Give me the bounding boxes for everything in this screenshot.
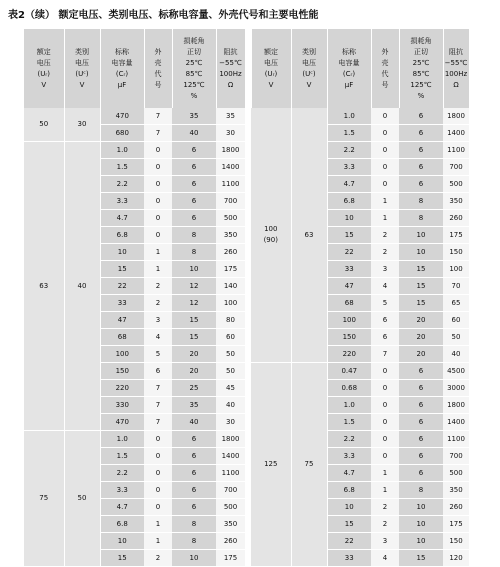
- capacitance-cell: 1.5: [100, 448, 144, 465]
- capacitance-cell: 100: [100, 346, 144, 363]
- column-gap: [245, 448, 251, 465]
- capacitance-cell-right: 22: [327, 533, 371, 550]
- column-gap: [245, 193, 251, 210]
- case-code-cell: 2: [144, 550, 172, 567]
- impedance-cell: 700: [216, 193, 245, 210]
- loss-tangent-cell: 6: [172, 159, 216, 176]
- header-capacitance-right: 标称 电容量 (Cᵣ) μF: [327, 29, 371, 108]
- impedance-cell: 40: [216, 397, 245, 414]
- capacitance-cell: 3.3: [100, 193, 144, 210]
- capacitance-cell-right: 1.0: [327, 397, 371, 414]
- loss-tangent-cell: 35: [172, 397, 216, 414]
- category-voltage-cell-right: 63: [291, 108, 327, 363]
- case-code-cell-right: 0: [371, 448, 399, 465]
- column-gap: [245, 431, 251, 448]
- column-gap: [245, 176, 251, 193]
- case-code-cell: 0: [144, 210, 172, 227]
- header-case-code: 外 壳 代 号: [144, 29, 172, 108]
- impedance-cell: 50: [216, 346, 245, 363]
- capacitance-cell-right: 47: [327, 278, 371, 295]
- loss-tangent-cell-right: 6: [399, 380, 443, 397]
- loss-tangent-cell-right: 10: [399, 499, 443, 516]
- column-gap: [245, 533, 251, 550]
- loss-tangent-cell: 6: [172, 193, 216, 210]
- table-row: [24, 431, 469, 448]
- impedance-cell-right: 1800: [443, 397, 469, 414]
- capacitance-cell: 330: [100, 397, 144, 414]
- column-gap: [245, 278, 251, 295]
- case-code-cell-right: 1: [371, 193, 399, 210]
- impedance-cell-right: 3000: [443, 380, 469, 397]
- header-loss-tangent: 损耗角 正切 25℃ 85℃ 125℃ %: [172, 29, 216, 108]
- impedance-cell: 35: [216, 108, 245, 125]
- impedance-cell: 1400: [216, 448, 245, 465]
- loss-tangent-cell-right: 6: [399, 125, 443, 142]
- capacitance-cell-right: 10: [327, 210, 371, 227]
- impedance-cell-right: 500: [443, 465, 469, 482]
- capacitance-cell-right: 2.2: [327, 431, 371, 448]
- impedance-cell: 260: [216, 244, 245, 261]
- loss-tangent-cell-right: 6: [399, 397, 443, 414]
- loss-tangent-cell-right: 6: [399, 363, 443, 380]
- capacitance-cell: 2.2: [100, 465, 144, 482]
- capacitance-cell: 1.0: [100, 142, 144, 159]
- impedance-cell-right: 1400: [443, 125, 469, 142]
- category-voltage-cell-right: 75: [291, 363, 327, 567]
- capacitance-cell-right: 150: [327, 329, 371, 346]
- case-code-cell: 7: [144, 414, 172, 431]
- case-code-cell-right: 6: [371, 329, 399, 346]
- impedance-cell: 80: [216, 312, 245, 329]
- impedance-cell: 140: [216, 278, 245, 295]
- case-code-cell-right: 0: [371, 431, 399, 448]
- table-row: [24, 108, 469, 125]
- header-loss-tangent-right: 损耗角 正切 25℃ 85℃ 125℃ %: [399, 29, 443, 108]
- impedance-cell-right: 150: [443, 533, 469, 550]
- impedance-cell-right: 260: [443, 210, 469, 227]
- case-code-cell-right: 0: [371, 142, 399, 159]
- category-voltage-cell: 30: [64, 108, 100, 142]
- loss-tangent-cell: 20: [172, 346, 216, 363]
- case-code-cell-right: 3: [371, 533, 399, 550]
- case-code-cell: 5: [144, 346, 172, 363]
- impedance-cell: 100: [216, 295, 245, 312]
- rated-voltage-cell-right: 125: [251, 363, 291, 567]
- capacitance-cell-right: 33: [327, 261, 371, 278]
- loss-tangent-cell: 35: [172, 108, 216, 125]
- column-gap: [245, 516, 251, 533]
- loss-tangent-cell: 6: [172, 499, 216, 516]
- capacitance-cell-right: 15: [327, 516, 371, 533]
- loss-tangent-cell-right: 6: [399, 431, 443, 448]
- case-code-cell: 0: [144, 193, 172, 210]
- impedance-cell-right: 1100: [443, 142, 469, 159]
- loss-tangent-cell: 40: [172, 125, 216, 142]
- column-gap: [245, 261, 251, 278]
- impedance-cell: 175: [216, 261, 245, 278]
- column-gap: [245, 397, 251, 414]
- case-code-cell: 0: [144, 431, 172, 448]
- impedance-cell-right: 65: [443, 295, 469, 312]
- case-code-cell-right: 0: [371, 397, 399, 414]
- column-gap: [245, 227, 251, 244]
- case-code-cell: 0: [144, 142, 172, 159]
- column-gap: [245, 380, 251, 397]
- loss-tangent-cell-right: 10: [399, 516, 443, 533]
- case-code-cell-right: 7: [371, 346, 399, 363]
- loss-tangent-cell: 15: [172, 329, 216, 346]
- case-code-cell-right: 1: [371, 210, 399, 227]
- impedance-cell: 1100: [216, 465, 245, 482]
- capacitance-cell-right: 0.68: [327, 380, 371, 397]
- loss-tangent-cell-right: 6: [399, 176, 443, 193]
- loss-tangent-cell: 6: [172, 142, 216, 159]
- case-code-cell: 0: [144, 482, 172, 499]
- column-gap: [245, 295, 251, 312]
- capacitance-cell-right: 1.0: [327, 108, 371, 125]
- loss-tangent-cell: 20: [172, 363, 216, 380]
- case-code-cell-right: 4: [371, 550, 399, 567]
- impedance-cell: 1800: [216, 431, 245, 448]
- table-title: 表2（续） 额定电压、类别电压、标称电容量、外壳代号和主要电性能: [8, 10, 319, 21]
- loss-tangent-cell: 40: [172, 414, 216, 431]
- header-rated-voltage: 额定 电压 (Uᵣ) V: [24, 29, 64, 108]
- loss-tangent-cell-right: 15: [399, 295, 443, 312]
- column-gap: [245, 465, 251, 482]
- header-category-voltage: 类别 电压 (Uᶜ) V: [64, 29, 100, 108]
- capacitor-spec-table: [24, 29, 470, 567]
- capacitance-cell: 220: [100, 380, 144, 397]
- impedance-cell: 500: [216, 210, 245, 227]
- capacitance-cell: 6.8: [100, 227, 144, 244]
- case-code-cell-right: 0: [371, 414, 399, 431]
- loss-tangent-cell: 8: [172, 533, 216, 550]
- capacitance-cell: 47: [100, 312, 144, 329]
- impedance-cell-right: 1800: [443, 108, 469, 125]
- impedance-cell-right: 100: [443, 261, 469, 278]
- capacitance-cell-right: 4.7: [327, 176, 371, 193]
- column-gap: [245, 312, 251, 329]
- loss-tangent-cell-right: 10: [399, 533, 443, 550]
- capacitance-cell-right: 220: [327, 346, 371, 363]
- loss-tangent-cell-right: 20: [399, 329, 443, 346]
- table-body: [24, 108, 469, 567]
- capacitance-cell: 68: [100, 329, 144, 346]
- loss-tangent-cell-right: 6: [399, 142, 443, 159]
- loss-tangent-cell-right: 6: [399, 465, 443, 482]
- loss-tangent-cell: 12: [172, 278, 216, 295]
- case-code-cell: 2: [144, 295, 172, 312]
- loss-tangent-cell: 6: [172, 431, 216, 448]
- capacitance-cell-right: 2.2: [327, 142, 371, 159]
- header-impedance-right: 阻抗 −55℃ 100Hz Ω: [443, 29, 469, 108]
- header-capacitance: 标称 电容量 (Cᵣ) μF: [100, 29, 144, 108]
- case-code-cell: 0: [144, 176, 172, 193]
- capacitance-cell-right: 6.8: [327, 482, 371, 499]
- case-code-cell-right: 2: [371, 499, 399, 516]
- capacitance-cell: 15: [100, 261, 144, 278]
- impedance-cell: 60: [216, 329, 245, 346]
- rated-voltage-cell: 50: [24, 108, 64, 142]
- capacitance-cell: 10: [100, 533, 144, 550]
- case-code-cell: 3: [144, 312, 172, 329]
- case-code-cell: 7: [144, 125, 172, 142]
- loss-tangent-cell-right: 6: [399, 159, 443, 176]
- capacitance-cell-right: 4.7: [327, 465, 371, 482]
- capacitance-cell-right: 15: [327, 227, 371, 244]
- capacitance-cell: 470: [100, 414, 144, 431]
- column-gap: [245, 482, 251, 499]
- case-code-cell: 0: [144, 227, 172, 244]
- impedance-cell: 175: [216, 550, 245, 567]
- category-voltage-cell: 40: [64, 142, 100, 431]
- header-category-voltage-right: 类别 电压 (Uᶜ) V: [291, 29, 327, 108]
- loss-tangent-cell-right: 8: [399, 193, 443, 210]
- loss-tangent-cell: 6: [172, 482, 216, 499]
- header-case-code-right: 外 壳 代 号: [371, 29, 399, 108]
- impedance-cell: 500: [216, 499, 245, 516]
- capacitance-cell: 1.5: [100, 159, 144, 176]
- loss-tangent-cell: 10: [172, 550, 216, 567]
- capacitance-cell: 150: [100, 363, 144, 380]
- loss-tangent-cell-right: 6: [399, 448, 443, 465]
- case-code-cell-right: 1: [371, 482, 399, 499]
- column-gap: [245, 125, 251, 142]
- capacitance-cell-right: 0.47: [327, 363, 371, 380]
- impedance-cell-right: 175: [443, 227, 469, 244]
- column-gap: [245, 550, 251, 567]
- loss-tangent-cell-right: 6: [399, 414, 443, 431]
- table-header: [24, 29, 469, 108]
- loss-tangent-cell: 8: [172, 227, 216, 244]
- table-row: [24, 142, 469, 159]
- case-code-cell: 4: [144, 329, 172, 346]
- case-code-cell: 1: [144, 244, 172, 261]
- impedance-cell-right: 4500: [443, 363, 469, 380]
- loss-tangent-cell: 8: [172, 244, 216, 261]
- case-code-cell: 0: [144, 499, 172, 516]
- column-gap: [245, 210, 251, 227]
- loss-tangent-cell-right: 15: [399, 278, 443, 295]
- column-gap: [245, 346, 251, 363]
- capacitance-cell-right: 1.5: [327, 125, 371, 142]
- case-code-cell-right: 4: [371, 278, 399, 295]
- category-voltage-cell: 50: [64, 431, 100, 567]
- capacitance-cell: 4.7: [100, 499, 144, 516]
- loss-tangent-cell: 6: [172, 176, 216, 193]
- header-rated-voltage-right: 额定 电压 (Uᵣ) V: [251, 29, 291, 108]
- impedance-cell: 30: [216, 125, 245, 142]
- impedance-cell-right: 500: [443, 176, 469, 193]
- loss-tangent-cell-right: 20: [399, 312, 443, 329]
- case-code-cell: 7: [144, 108, 172, 125]
- impedance-cell: 350: [216, 227, 245, 244]
- case-code-cell: 1: [144, 533, 172, 550]
- case-code-cell: 2: [144, 278, 172, 295]
- impedance-cell-right: 120: [443, 550, 469, 567]
- case-code-cell: 0: [144, 465, 172, 482]
- loss-tangent-cell-right: 15: [399, 261, 443, 278]
- column-gap: [245, 499, 251, 516]
- capacitance-cell-right: 3.3: [327, 159, 371, 176]
- loss-tangent-cell: 6: [172, 465, 216, 482]
- case-code-cell: 1: [144, 516, 172, 533]
- loss-tangent-cell-right: 10: [399, 227, 443, 244]
- capacitance-cell-right: 3.3: [327, 448, 371, 465]
- impedance-cell-right: 700: [443, 448, 469, 465]
- impedance-cell-right: 70: [443, 278, 469, 295]
- capacitance-cell-right: 6.8: [327, 193, 371, 210]
- impedance-cell-right: 700: [443, 159, 469, 176]
- case-code-cell: 7: [144, 380, 172, 397]
- capacitance-cell: 6.8: [100, 516, 144, 533]
- capacitance-cell: 15: [100, 550, 144, 567]
- column-gap: [245, 159, 251, 176]
- impedance-cell-right: 40: [443, 346, 469, 363]
- capacitance-cell: 22: [100, 278, 144, 295]
- case-code-cell-right: 0: [371, 125, 399, 142]
- loss-tangent-cell-right: 8: [399, 210, 443, 227]
- capacitance-cell: 10: [100, 244, 144, 261]
- case-code-cell-right: 2: [371, 227, 399, 244]
- column-gap: [245, 414, 251, 431]
- rated-voltage-cell: 63: [24, 142, 64, 431]
- impedance-cell: 700: [216, 482, 245, 499]
- impedance-cell: 45: [216, 380, 245, 397]
- case-code-cell-right: 6: [371, 312, 399, 329]
- loss-tangent-cell: 15: [172, 312, 216, 329]
- case-code-cell: 0: [144, 448, 172, 465]
- column-gap: [245, 329, 251, 346]
- case-code-cell-right: 0: [371, 159, 399, 176]
- case-code-cell-right: 0: [371, 176, 399, 193]
- impedance-cell: 30: [216, 414, 245, 431]
- impedance-cell: 50: [216, 363, 245, 380]
- impedance-cell: 350: [216, 516, 245, 533]
- capacitance-cell: 2.2: [100, 176, 144, 193]
- column-gap: [245, 142, 251, 159]
- impedance-cell: 1800: [216, 142, 245, 159]
- impedance-cell-right: 1100: [443, 431, 469, 448]
- loss-tangent-cell-right: 15: [399, 550, 443, 567]
- impedance-cell-right: 150: [443, 244, 469, 261]
- capacitance-cell: 33: [100, 295, 144, 312]
- capacitance-cell-right: 22: [327, 244, 371, 261]
- case-code-cell-right: 2: [371, 516, 399, 533]
- impedance-cell-right: 175: [443, 516, 469, 533]
- case-code-cell: 6: [144, 363, 172, 380]
- rated-voltage-cell: 75: [24, 431, 64, 567]
- loss-tangent-cell: 10: [172, 261, 216, 278]
- column-gap: [245, 244, 251, 261]
- capacitance-cell: 1.0: [100, 431, 144, 448]
- capacitance-cell: 3.3: [100, 482, 144, 499]
- impedance-cell: 1400: [216, 159, 245, 176]
- case-code-cell-right: 0: [371, 363, 399, 380]
- impedance-cell: 260: [216, 533, 245, 550]
- loss-tangent-cell-right: 8: [399, 482, 443, 499]
- capacitance-cell-right: 10: [327, 499, 371, 516]
- capacitance-cell-right: 100: [327, 312, 371, 329]
- case-code-cell-right: 1: [371, 465, 399, 482]
- case-code-cell-right: 2: [371, 244, 399, 261]
- rated-voltage-cell-right: 100 (90): [251, 108, 291, 363]
- impedance-cell-right: 60: [443, 312, 469, 329]
- header-impedance: 阻抗 −55℃ 100Hz Ω: [216, 29, 245, 108]
- loss-tangent-cell-right: 10: [399, 244, 443, 261]
- case-code-cell: 0: [144, 159, 172, 176]
- impedance-cell-right: 350: [443, 193, 469, 210]
- impedance-cell-right: 1400: [443, 414, 469, 431]
- impedance-cell-right: 50: [443, 329, 469, 346]
- case-code-cell-right: 3: [371, 261, 399, 278]
- capacitance-cell: 4.7: [100, 210, 144, 227]
- case-code-cell-right: 0: [371, 108, 399, 125]
- loss-tangent-cell: 25: [172, 380, 216, 397]
- impedance-cell-right: 350: [443, 482, 469, 499]
- loss-tangent-cell: 6: [172, 448, 216, 465]
- case-code-cell: 1: [144, 261, 172, 278]
- loss-tangent-cell: 8: [172, 516, 216, 533]
- loss-tangent-cell: 6: [172, 210, 216, 227]
- case-code-cell-right: 5: [371, 295, 399, 312]
- capacitance-cell-right: 68: [327, 295, 371, 312]
- impedance-cell: 1100: [216, 176, 245, 193]
- loss-tangent-cell-right: 20: [399, 346, 443, 363]
- impedance-cell-right: 260: [443, 499, 469, 516]
- capacitance-cell-right: 33: [327, 550, 371, 567]
- loss-tangent-cell-right: 6: [399, 108, 443, 125]
- case-code-cell: 7: [144, 397, 172, 414]
- capacitance-cell: 680: [100, 125, 144, 142]
- capacitance-cell-right: 1.5: [327, 414, 371, 431]
- loss-tangent-cell: 12: [172, 295, 216, 312]
- case-code-cell-right: 0: [371, 380, 399, 397]
- capacitance-cell: 470: [100, 108, 144, 125]
